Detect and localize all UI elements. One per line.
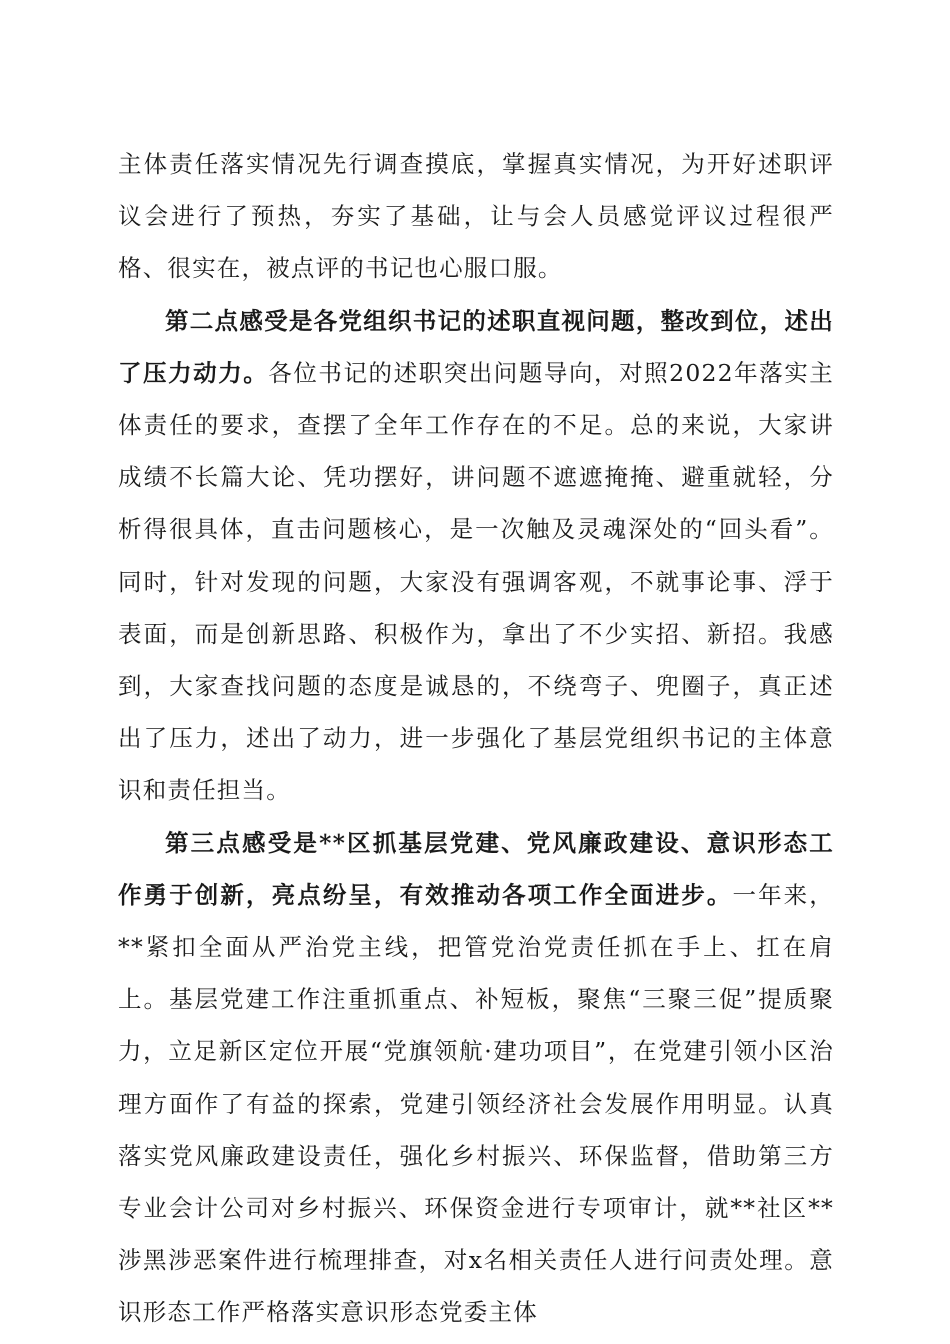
- paragraph-text: 一年来，**紧扣全面从严治党主线，把管党治党责任抓在手上、扛在肩上。基层党建工作注重抓重点、补短板，聚焦“三聚三促”提质聚力，立足新区定位开展“党旗领航·建功项目”，在党建引领小区治理方面作了有益的探索，党建引领经济社会发展作用明显。认真落实党风廉政建设责任，强化乡村振兴、环保监督，借助第三方专业会计公司对乡村振兴、环保资金进行专项审计，就**社区**涉黑涉恶案件进行梳理排查，对x名相关责任人进行问责处理。意识形态工作严格落实意识形态党委主体: [118, 880, 834, 1327]
- paragraph-continuation: [118, 138, 834, 295]
- paragraph-third-impression: [118, 817, 834, 1339]
- paragraph-second-impression: [118, 295, 834, 817]
- document-body: [118, 138, 834, 1339]
- paragraph-lead-sentence: 第三点感受是**区抓基层党建、党风廉政建设、意识形态工作勇于创新，亮点纷呈，有效推动各项工作全面进步。: [118, 828, 834, 909]
- paragraph-lead-sentence: 第二点感受是各党组织书记的述职直视问题，整改到位，述出了压力动力。: [118, 306, 834, 387]
- paragraph-text: 主体责任落实情况先行调查摸底，掌握真实情况，为开好述职评议会进行了预热，夯实了基础，让与会人员感觉评议过程很严格、很实在，被点评的书记也心服口服。: [118, 150, 834, 283]
- paragraph-text: 各位书记的述职突出问题导向，对照2022年落实主体责任的要求，查摆了全年工作存在的不足。总的来说，大家讲成绩不长篇大论、凭功摆好，讲问题不遮遮掩掩、避重就轻，分析得很具体，直击问题核心，是一次触及灵魂深处的“回头看”。同时，针对发现的问题，大家没有强调客观，不就事论事、浮于表面，而是创新思路、积极作为，拿出了不少实招、新招。我感到，大家查找问题的态度是诚恳的，不绕弯子、兜圈子，真正述出了压力，述出了动力，进一步强化了基层党组织书记的主体意识和责任担当。: [118, 358, 835, 805]
